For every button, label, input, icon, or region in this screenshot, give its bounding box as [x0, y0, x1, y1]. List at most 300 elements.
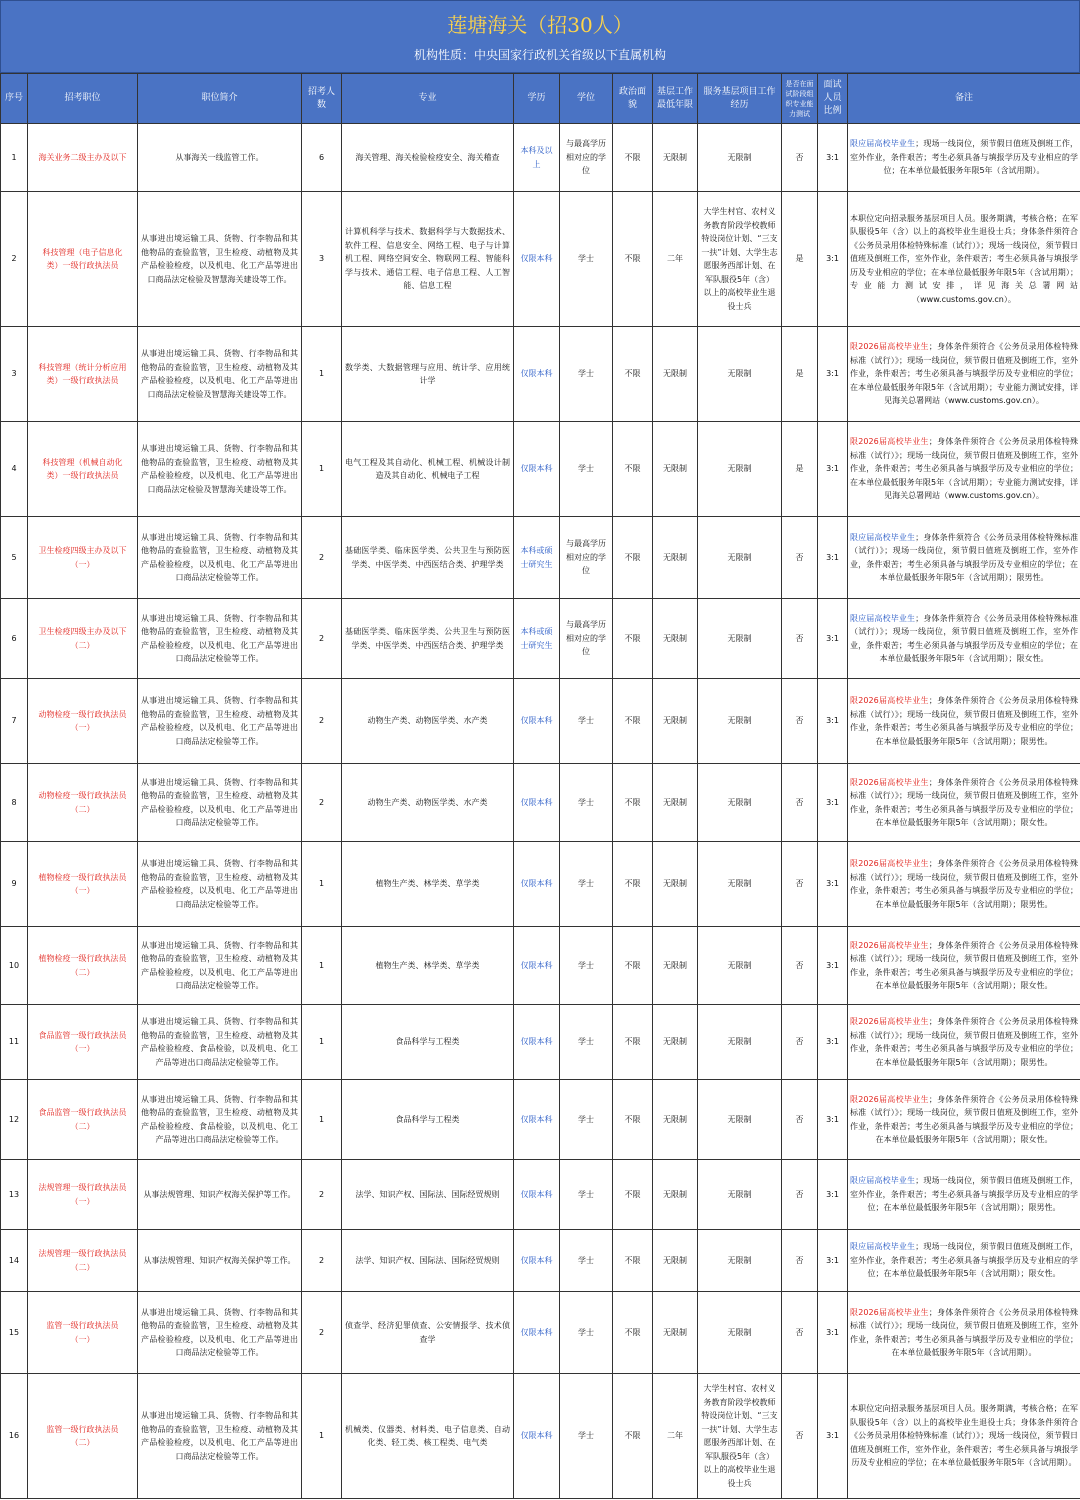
interview-ratio: 3:1 — [818, 124, 848, 192]
table-row — [1, 1292, 1080, 1374]
position-name — [28, 679, 138, 764]
min-grassroots-years: 无限制 — [653, 422, 698, 517]
position-name — [28, 842, 138, 927]
hiring-count: 2 — [302, 517, 342, 599]
remarks — [848, 517, 1080, 599]
remarks-text: ；身体条件须符合《公务员录用体检特殊标准（试行）》；现场一线岗位，须节假日值班及倒班工作，室外作业，条件艰苦；考生必须具备与填报学历及专业相应的学位；在本单位最低服务年限5年（含试用期）；限女性。 — [850, 777, 1079, 827]
major-list: 动物生产类、动物医学类、水产类 — [342, 679, 514, 764]
major-list: 植物生产类、林学类、草学类 — [342, 842, 514, 927]
skill-test-flag: 否 — [782, 842, 818, 927]
position-name-line: 动物检疫一级行政执法员 — [38, 791, 127, 800]
major-list: 数学类、大数据管理与应用、统计学、应用统计学 — [342, 327, 514, 422]
major-list: 计算机科学与技术、数据科学与大数据技术、软件工程、信息安全、网络工程、电子与计算机工程、网络空间安全、物联网工程、智能科学与技术、通信工程、电子信息工程、人工智能、信息工程 — [342, 192, 514, 327]
remarks — [848, 679, 1080, 764]
political-status: 不限 — [613, 1292, 653, 1374]
position-intro: 从事法规管理、知识产权海关保护等工作。 — [138, 1160, 302, 1230]
skill-test-flag: 否 — [782, 124, 818, 192]
header-col-education: 学历 — [514, 74, 560, 124]
header-col-position: 招考职位 — [28, 74, 138, 124]
hiring-count: 1 — [302, 927, 342, 1005]
position-name — [28, 599, 138, 679]
header-col-min-years: 基层工作最低年限 — [653, 74, 698, 124]
remarks-highlight: 限2026届高校毕业生 — [850, 1017, 929, 1026]
remarks-text: ；现场一线岗位，须节假日值班及倒班工作，室外作业，条件艰苦；考生必须具备与填报学历及专业相应的学位；在本单位最低服务年限5年（含试用期）；限男性。 — [850, 1176, 1079, 1213]
hiring-count: 3 — [302, 192, 342, 327]
education-requirement: 仅限本科 — [514, 679, 560, 764]
position-name — [28, 124, 138, 192]
degree-requirement: 学士 — [560, 422, 613, 517]
hiring-count: 1 — [302, 1080, 342, 1160]
row-number: 14 — [1, 1230, 28, 1292]
min-grassroots-years: 无限制 — [653, 327, 698, 422]
position-name — [28, 327, 138, 422]
skill-test-flag: 否 — [782, 764, 818, 842]
interview-ratio: 3:1 — [818, 599, 848, 679]
hiring-count: 2 — [302, 764, 342, 842]
row-number: 15 — [1, 1292, 28, 1374]
position-name-line: 植物检疫一级行政执法员 — [38, 872, 127, 882]
min-grassroots-years: 无限制 — [653, 927, 698, 1005]
hiring-count: 1 — [302, 422, 342, 517]
position-name-line: 类）一级行政执法员 — [46, 376, 119, 385]
interview-ratio: 3:1 — [818, 422, 848, 517]
service-experience: 大学生村官、农村义务教育阶段学校教师特设岗位计划、“三支一扶”计划、大学生志愿服务西部计划、在军队服役5年（含）以上的高校毕业生退役士兵 — [698, 192, 782, 327]
table-header-row — [1, 74, 1080, 124]
table-row — [1, 124, 1080, 192]
remarks-highlight: 限2026届高校毕业生 — [850, 1307, 929, 1317]
position-name-line: （一） — [70, 886, 95, 895]
interview-ratio: 3:1 — [818, 927, 848, 1005]
min-grassroots-years: 无限制 — [653, 599, 698, 679]
table-row — [1, 764, 1080, 842]
degree-requirement: 学士 — [560, 1005, 613, 1080]
row-number: 10 — [1, 927, 28, 1005]
row-number: 12 — [1, 1080, 28, 1160]
min-grassroots-years: 二年 — [653, 192, 698, 327]
major-list: 法学、知识产权、国际法、国际经贸规则 — [342, 1160, 514, 1230]
interview-ratio: 3:1 — [818, 1080, 848, 1160]
position-name-line: 海关业务二级主办及以下 — [38, 152, 127, 162]
hiring-count: 2 — [302, 1292, 342, 1374]
header-col-count: 招考人数 — [302, 74, 342, 124]
table-row — [1, 679, 1080, 764]
position-name-line: （二） — [70, 1262, 95, 1272]
table-row — [1, 1160, 1080, 1230]
remarks — [848, 327, 1080, 422]
min-grassroots-years: 无限制 — [653, 842, 698, 927]
position-intro: 从事进出境运输工具、货物、行李物品和其他物品的查验监管，卫生检疫、动植物及其产品检验检疫、食品检验，以及机电、化工产品等进出口商品法定检验等工作。 — [138, 1005, 302, 1080]
position-name-line: 动物检疫一级行政执法员 — [38, 709, 127, 719]
header-col-no: 序号 — [1, 74, 28, 124]
remarks-highlight: 限2026届高校毕业生 — [850, 1094, 929, 1104]
remarks-text: ；身体条件须符合《公务员录用体检特殊标准（试行）》；现场一线岗位，须节假日值班及倒班工作，室外作业，条件艰苦；考生必须具备与填报学历及专业相应的学位；在本单位最低服务年限5年（含试用期）；限男性。 — [850, 696, 1079, 746]
degree-requirement: 学士 — [560, 1230, 613, 1292]
row-number: 6 — [1, 599, 28, 679]
political-status: 不限 — [613, 764, 653, 842]
position-name-line: （二） — [70, 967, 95, 977]
table-row — [1, 1374, 1080, 1499]
service-experience: 无限制 — [698, 842, 782, 927]
hiring-count: 6 — [302, 124, 342, 192]
remarks-text: ；身体条件须符合《公务员录用体检特殊标准（试行）》；现场一线岗位，须节假日值班及倒班工作，室外作业，条件艰苦；考生必须具备与填报学历及专业相应的学位；在本单位最低服务年限5年（含试用期）。 — [850, 1307, 1079, 1357]
remarks-text: ；身体条件须符合《公务员录用体检特殊标准（试行）》；现场一线岗位，须节假日值班及倒班工作，室外作业，条件艰苦；考生必须具备与填报学历及专业相应的学位；在本单位最低服务年限5年（含试用期）；限女性。 — [850, 940, 1079, 990]
interview-ratio: 3:1 — [818, 327, 848, 422]
political-status: 不限 — [613, 517, 653, 599]
position-name-line: 食品监管一级行政执法员 — [38, 1108, 127, 1117]
political-status: 不限 — [613, 1160, 653, 1230]
position-name — [28, 927, 138, 1005]
education-requirement: 本科及以上 — [514, 124, 560, 192]
position-name — [28, 764, 138, 842]
remarks — [848, 1292, 1080, 1374]
skill-test-flag: 否 — [782, 679, 818, 764]
degree-requirement: 学士 — [560, 1080, 613, 1160]
min-grassroots-years: 无限制 — [653, 124, 698, 192]
position-name-line: 食品监管一级行政执法员 — [38, 1030, 127, 1040]
table-row — [1, 192, 1080, 327]
education-requirement: 仅限本科 — [514, 327, 560, 422]
row-number: 16 — [1, 1374, 28, 1499]
table-row — [1, 517, 1080, 599]
position-intro: 从事进出境运输工具、货物、行李物品和其他物品的查验监管，卫生检疫、动植物及其产品检验检疫，以及机电、化工产品等进出口商品法定检验及智慧海关建设等工作。 — [138, 192, 302, 327]
degree-requirement: 学士 — [560, 679, 613, 764]
interview-ratio: 3:1 — [818, 192, 848, 327]
row-number: 5 — [1, 517, 28, 599]
skill-test-flag: 否 — [782, 1230, 818, 1292]
position-intro: 从事进出境运输工具、货物、行李物品和其他物品的查验监管，卫生检疫、动植物及其产品检验检疫，以及机电、化工产品等进出口商品法定检验等工作。 — [138, 842, 302, 927]
education-requirement: 仅限本科 — [514, 422, 560, 517]
remarks-highlight: 限2026届高校毕业生 — [850, 696, 929, 705]
hiring-count: 1 — [302, 842, 342, 927]
position-name-line: 科技管理（机械自动化 — [42, 457, 123, 467]
skill-test-flag: 是 — [782, 327, 818, 422]
skill-test-flag: 是 — [782, 422, 818, 517]
position-name-line: （二） — [70, 1121, 95, 1131]
remarks — [848, 927, 1080, 1005]
major-list: 植物生产类、林学类、草学类 — [342, 927, 514, 1005]
major-list: 法学、知识产权、国际法、国际经贸规则 — [342, 1230, 514, 1292]
service-experience: 无限制 — [698, 599, 782, 679]
interview-ratio: 3:1 — [818, 517, 848, 599]
header-col-ratio: 面试人员比例 — [818, 74, 848, 124]
education-requirement: 仅限本科 — [514, 1230, 560, 1292]
header-col-degree: 学位 — [560, 74, 613, 124]
remarks — [848, 1005, 1080, 1080]
remarks — [848, 192, 1080, 327]
skill-test-flag: 否 — [782, 517, 818, 599]
major-list: 侦查学、经济犯罪侦查、公安情报学、技术侦查学 — [342, 1292, 514, 1374]
service-experience: 无限制 — [698, 124, 782, 192]
degree-requirement: 学士 — [560, 764, 613, 842]
min-grassroots-years: 无限制 — [653, 764, 698, 842]
position-name-line: 法规管理一级行政执法员 — [38, 1183, 127, 1192]
table-row — [1, 422, 1080, 517]
header-col-major: 专业 — [342, 74, 514, 124]
position-name-line: （一） — [70, 1334, 95, 1344]
political-status: 不限 — [613, 1230, 653, 1292]
education-requirement: 仅限本科 — [514, 1160, 560, 1230]
major-list: 动物生产类、动物医学类、水产类 — [342, 764, 514, 842]
education-requirement: 本科或硕士研究生 — [514, 517, 560, 599]
min-grassroots-years: 无限制 — [653, 1005, 698, 1080]
major-list: 海关管理、海关检验检疫安全、海关稽查 — [342, 124, 514, 192]
service-experience: 无限制 — [698, 1005, 782, 1080]
interview-ratio: 3:1 — [818, 1292, 848, 1374]
min-grassroots-years: 无限制 — [653, 1080, 698, 1160]
position-name-line: （一） — [70, 1044, 95, 1053]
remarks-highlight: 限应届高校毕业生 — [850, 1176, 916, 1186]
table-body — [1, 124, 1080, 1499]
min-grassroots-years: 无限制 — [653, 1160, 698, 1230]
position-name — [28, 422, 138, 517]
min-grassroots-years: 无限制 — [653, 1230, 698, 1292]
remarks — [848, 1374, 1080, 1499]
position-name — [28, 1292, 138, 1374]
education-requirement: 仅限本科 — [514, 1292, 560, 1374]
remarks-text: ；身体条件须符合《公务员录用体检特殊标准（试行）》；现场一线岗位，须节假日值班及倒班工作，室外作业，条件艰苦；考生必须具备与填报学历及专业相应的学位；在本单位最低服务年限5年（含试用期）；限男性。 — [850, 859, 1079, 909]
position-name-line: 科技管理（电子信息化 — [42, 247, 123, 257]
header-col-intro: 职位简介 — [138, 74, 302, 124]
hiring-count: 1 — [302, 1374, 342, 1499]
degree-requirement: 学士 — [560, 842, 613, 927]
interview-ratio: 3:1 — [818, 1160, 848, 1230]
interview-ratio: 3:1 — [818, 842, 848, 927]
table-row — [1, 1230, 1080, 1292]
remarks-text: ；现场一线岗位，须节假日值班及倒班工作，室外作业，条件艰苦；考生必须具备与填报学历及专业相应的学位；在本单位最低服务年限5年（含试用期）。 — [850, 139, 1079, 176]
remarks — [848, 842, 1080, 927]
hiring-count: 2 — [302, 679, 342, 764]
position-name — [28, 1160, 138, 1230]
degree-requirement: 学士 — [560, 1160, 613, 1230]
degree-requirement: 学士 — [560, 192, 613, 327]
position-name-line: （一） — [70, 559, 95, 569]
service-experience: 大学生村官、农村义务教育阶段学校教师特设岗位计划、“三支一扶”计划、大学生志愿服务西部计划、在军队服役5年（含）以上的高校毕业生退役士兵 — [698, 1374, 782, 1499]
skill-test-flag: 否 — [782, 599, 818, 679]
interview-ratio: 3:1 — [818, 764, 848, 842]
remarks — [848, 599, 1080, 679]
position-intro: 从事进出境运输工具、货物、行李物品和其他物品的查验监管，卫生检疫、动植物及其产品检验检疫，以及机电、化工产品等进出口商品法定检验及智慧海关建设等工作。 — [138, 422, 302, 517]
education-requirement: 仅限本科 — [514, 842, 560, 927]
degree-requirement: 学士 — [560, 927, 613, 1005]
hiring-count: 2 — [302, 599, 342, 679]
remarks-text: 本职位定向招录服务基层项目人员。服务期满，考核合格；在军队服役5年（含）以上的高校毕业生退役士兵；身体条件须符合《公务员录用体检特殊标准（试行）》；现场一线岗位，须节假日值班及倒班工作，室外作业，条件艰苦；考生必须具备与填报学历及专业相应的学位；在本单位最低服务年限5年（含试用期）。 — [850, 1404, 1078, 1468]
education-requirement: 仅限本科 — [514, 1080, 560, 1160]
remarks-highlight: 限2026届高校毕业生 — [850, 437, 929, 447]
major-list: 食品科学与工程类 — [342, 1005, 514, 1080]
service-experience: 无限制 — [698, 422, 782, 517]
remarks-highlight: 限2026届高校毕业生 — [850, 342, 929, 352]
service-experience: 无限制 — [698, 764, 782, 842]
position-name-line: 植物检疫一级行政执法员 — [38, 954, 127, 963]
major-list: 电气工程及其自动化、机械工程、机械设计制造及其自动化、机械电子工程 — [342, 422, 514, 517]
table-row — [1, 599, 1080, 679]
min-grassroots-years: 二年 — [653, 1374, 698, 1499]
remarks — [848, 1080, 1080, 1160]
service-experience: 无限制 — [698, 1080, 782, 1160]
service-experience: 无限制 — [698, 517, 782, 599]
position-name — [28, 1080, 138, 1160]
header-banner — [0, 0, 1080, 73]
header-col-service: 服务基层项目工作经历 — [698, 74, 782, 124]
position-name-line: 类）一级行政执法员 — [46, 471, 119, 480]
service-experience: 无限制 — [698, 927, 782, 1005]
position-name-line: （一） — [70, 1196, 95, 1206]
degree-requirement: 学士 — [560, 1292, 613, 1374]
interview-ratio: 3:1 — [818, 1005, 848, 1080]
row-number: 11 — [1, 1005, 28, 1080]
table-row — [1, 1005, 1080, 1080]
degree-requirement: 学士 — [560, 1374, 613, 1499]
page-title: 莲塘海关（招30人） — [447, 13, 633, 37]
education-requirement: 仅限本科 — [514, 1374, 560, 1499]
header-col-political: 政治面貌 — [613, 74, 653, 124]
remarks — [848, 1230, 1080, 1292]
position-name-line: （二） — [70, 1438, 95, 1447]
position-name-line: 监管一级行政执法员 — [46, 1424, 119, 1434]
service-experience: 无限制 — [698, 327, 782, 422]
major-list: 机械类、仪器类、材料类、电子信息类、自动化类、轻工类、核工程类、电气类 — [342, 1374, 514, 1499]
table-row — [1, 1080, 1080, 1160]
row-number: 13 — [1, 1160, 28, 1230]
hiring-count: 2 — [302, 1230, 342, 1292]
education-requirement: 本科或硕士研究生 — [514, 599, 560, 679]
hiring-count: 2 — [302, 1160, 342, 1230]
position-name-line: （二） — [70, 804, 95, 814]
political-status: 不限 — [613, 679, 653, 764]
remarks-text: ；身体条件须符合《公务员录用体检特殊标准（试行）》；现场一线岗位，须节假日值班及倒班工作，室外作业，条件艰苦；考生必须具备与填报学历及专业相应的学位；在本单位最低服务年限5年（含试用期）；限男性。 — [850, 1017, 1079, 1067]
political-status: 不限 — [613, 1374, 653, 1499]
position-name — [28, 1005, 138, 1080]
degree-requirement: 与最高学历相对应的学位 — [560, 124, 613, 192]
hiring-count: 1 — [302, 327, 342, 422]
political-status: 不限 — [613, 124, 653, 192]
position-intro: 从事进出境运输工具、货物、行李物品和其他物品的查验监管，卫生检疫、动植物及其产品检验检疫，以及机电、化工产品等进出口商品法定检验等工作。 — [138, 679, 302, 764]
min-grassroots-years: 无限制 — [653, 517, 698, 599]
degree-requirement: 学士 — [560, 327, 613, 422]
position-intro: 从事法规管理、知识产权海关保护等工作。 — [138, 1230, 302, 1292]
skill-test-flag: 否 — [782, 1080, 818, 1160]
row-number: 2 — [1, 192, 28, 327]
position-name — [28, 1230, 138, 1292]
header-col-notes: 备注 — [848, 74, 1080, 124]
row-number: 1 — [1, 124, 28, 192]
position-name-line: 类）一级行政执法员 — [46, 261, 119, 270]
position-intro: 从事进出境运输工具、货物、行李物品和其他物品的查验监管，卫生检疫、动植物及其产品检验检疫，以及机电、化工产品等进出口商品法定检验等工作。 — [138, 599, 302, 679]
position-intro: 从事进出境运输工具、货物、行李物品和其他物品的查验监管，卫生检疫、动植物及其产品检验检疫，以及机电、化工产品等进出口商品法定检验等工作。 — [138, 927, 302, 1005]
remarks-highlight: 限应届高校毕业生 — [850, 1242, 916, 1252]
remarks — [848, 422, 1080, 517]
position-name-line: （一） — [70, 723, 95, 732]
education-requirement: 仅限本科 — [514, 1005, 560, 1080]
row-number: 7 — [1, 679, 28, 764]
position-name — [28, 192, 138, 327]
position-name — [28, 1374, 138, 1499]
position-name-line: 监管一级行政执法员 — [46, 1321, 119, 1330]
interview-ratio: 3:1 — [818, 1230, 848, 1292]
remarks-highlight: 限2026届高校毕业生 — [850, 859, 929, 868]
row-number: 8 — [1, 764, 28, 842]
table-row — [1, 842, 1080, 927]
remarks-text: ；身体条件须符合《公务员录用体检特殊标准（试行）》；现场一线岗位，须节假日值班及倒班工作，室外作业，条件艰苦；考生必须具备与填报学历及专业相应的学位；在本单位最低服务年限5年（含试用期）；专业能力测试安排，详见海关总署网站（www.customs.gov.cn）。 — [850, 342, 1079, 406]
degree-requirement: 与最高学历相对应的学位 — [560, 517, 613, 599]
position-name — [28, 517, 138, 599]
table-row — [1, 327, 1080, 422]
position-name-line: 卫生检疫四级主办及以下 — [38, 627, 127, 636]
service-experience: 无限制 — [698, 1292, 782, 1374]
political-status: 不限 — [613, 927, 653, 1005]
position-name-line: 卫生检疫四级主办及以下 — [38, 546, 127, 555]
skill-test-flag: 否 — [782, 1374, 818, 1499]
remarks-highlight: 限2026届高校毕业生 — [850, 940, 929, 950]
education-requirement: 仅限本科 — [514, 927, 560, 1005]
remarks-highlight: 限应届高校毕业生 — [850, 532, 916, 542]
skill-test-flag: 否 — [782, 1160, 818, 1230]
position-intro: 从事海关一线监管工作。 — [138, 124, 302, 192]
major-list: 食品科学与工程类 — [342, 1080, 514, 1160]
degree-requirement: 与最高学历相对应的学位 — [560, 599, 613, 679]
position-name-line: 法规管理一级行政执法员 — [38, 1249, 127, 1258]
political-status: 不限 — [613, 1005, 653, 1080]
min-grassroots-years: 无限制 — [653, 1292, 698, 1374]
skill-test-flag: 否 — [782, 1292, 818, 1374]
remarks-text: ；身体条件须符合《公务员录用体检特殊标准（试行）》；现场一线岗位，须节假日值班及倒班工作，室外作业，条件艰苦；考生必须具备与填报学历及专业相应的学位；在本单位最低服务年限5年（含试用期）；限男性。 — [850, 532, 1079, 582]
political-status: 不限 — [613, 422, 653, 517]
major-list: 基础医学类、临床医学类、公共卫生与预防医学类、中医学类、中西医结合类、护理学类 — [342, 599, 514, 679]
row-number: 3 — [1, 327, 28, 422]
service-experience: 无限制 — [698, 1230, 782, 1292]
position-intro: 从事进出境运输工具、货物、行李物品和其他物品的查验监管，卫生检疫、动植物及其产品检验检疫，以及机电、化工产品等进出口商品法定检验等工作。 — [138, 764, 302, 842]
remarks — [848, 124, 1080, 192]
hiring-count: 1 — [302, 1005, 342, 1080]
table-row — [1, 927, 1080, 1005]
position-intro: 从事进出境运输工具、货物、行李物品和其他物品的查验监管，卫生检疫、动植物及其产品检验检疫，以及机电、化工产品等进出口商品法定检验等工作。 — [138, 1374, 302, 1499]
page-subtitle: 机构性质：中央国家行政机关省级以下直属机构 — [413, 48, 666, 62]
remarks-highlight: 限应届高校毕业生 — [850, 613, 916, 623]
position-name-line: （二） — [70, 640, 95, 650]
remarks-text: ；身体条件须符合《公务员录用体检特殊标准（试行）》；现场一线岗位，须节假日值班及倒班工作，室外作业，条件艰苦；考生必须具备与填报学历及专业相应的学位；在本单位最低服务年限5年（含试用期）；限女性。 — [850, 1094, 1079, 1144]
remarks-text: ；现场一线岗位，须节假日值班及倒班工作，室外作业，条件艰苦；考生必须具备与填报学历及专业相应的学位；在本单位最低服务年限5年（含试用期）；限女性。 — [850, 1242, 1079, 1279]
remarks — [848, 1160, 1080, 1230]
education-requirement: 仅限本科 — [514, 764, 560, 842]
recruitment-table — [0, 73, 1080, 1499]
remarks — [848, 764, 1080, 842]
education-requirement: 仅限本科 — [514, 192, 560, 327]
political-status: 不限 — [613, 1080, 653, 1160]
political-status: 不限 — [613, 599, 653, 679]
row-number: 4 — [1, 422, 28, 517]
header-col-skill-test: 是否在面试阶段组织专业能力测试 — [782, 74, 818, 124]
row-number: 9 — [1, 842, 28, 927]
political-status: 不限 — [613, 842, 653, 927]
position-intro: 从事进出境运输工具、货物、行李物品和其他物品的查验监管，卫生检疫、动植物及其产品检验检疫，以及机电、化工产品等进出口商品法定检验等工作。 — [138, 517, 302, 599]
remarks-highlight: 限2026届高校毕业生 — [850, 777, 929, 787]
remarks-highlight: 限应届高校毕业生 — [850, 139, 916, 149]
service-experience: 无限制 — [698, 679, 782, 764]
interview-ratio: 3:1 — [818, 1374, 848, 1499]
major-list: 基础医学类、临床医学类、公共卫生与预防医学类、中医学类、中西医结合类、护理学类 — [342, 517, 514, 599]
remarks-text: ；身体条件须符合《公务员录用体检特殊标准（试行）》；现场一线岗位，须节假日值班及倒班工作，室外作业，条件艰苦；考生必须具备与填报学历及专业相应的学位；在本单位最低服务年限5年（含试用期）；限女性。 — [850, 613, 1079, 663]
position-intro: 从事进出境运输工具、货物、行李物品和其他物品的查验监管，卫生检疫、动植物及其产品检验检疫、食品检验，以及机电、化工产品等进出口商品法定检验等工作。 — [138, 1080, 302, 1160]
skill-test-flag: 是 — [782, 192, 818, 327]
skill-test-flag: 否 — [782, 927, 818, 1005]
remarks-text: 本职位定向招录服务基层项目人员。服务期满，考核合格；在军队服役5年（含）以上的高校毕业生退役士兵；身体条件须符合《公务员录用体检特殊标准（试行）》；现场一线岗位，须节假日值班及倒班工作，室外作业，条件艰苦；考生必须具备与填报学历及专业相应的学位；在本单位最低服务年限5年（含试用期）；专业能力测试安排，详见海关总署网站（www.customs.gov.cn）。 — [850, 213, 1078, 304]
interview-ratio: 3:1 — [818, 679, 848, 764]
service-experience: 无限制 — [698, 1160, 782, 1230]
min-grassroots-years: 无限制 — [653, 679, 698, 764]
political-status: 不限 — [613, 192, 653, 327]
remarks-text: ；身体条件须符合《公务员录用体检特殊标准（试行）》；现场一线岗位，须节假日值班及倒班工作，室外作业，条件艰苦；考生必须具备与填报学历及专业相应的学位；在本单位最低服务年限5年（含试用期）；专业能力测试安排，详见海关总署网站（www.customs.gov.cn）。 — [850, 437, 1079, 501]
position-intro: 从事进出境运输工具、货物、行李物品和其他物品的查验监管，卫生检疫、动植物及其产品检验检疫，以及机电、化工产品等进出口商品法定检验等工作。 — [138, 1292, 302, 1374]
